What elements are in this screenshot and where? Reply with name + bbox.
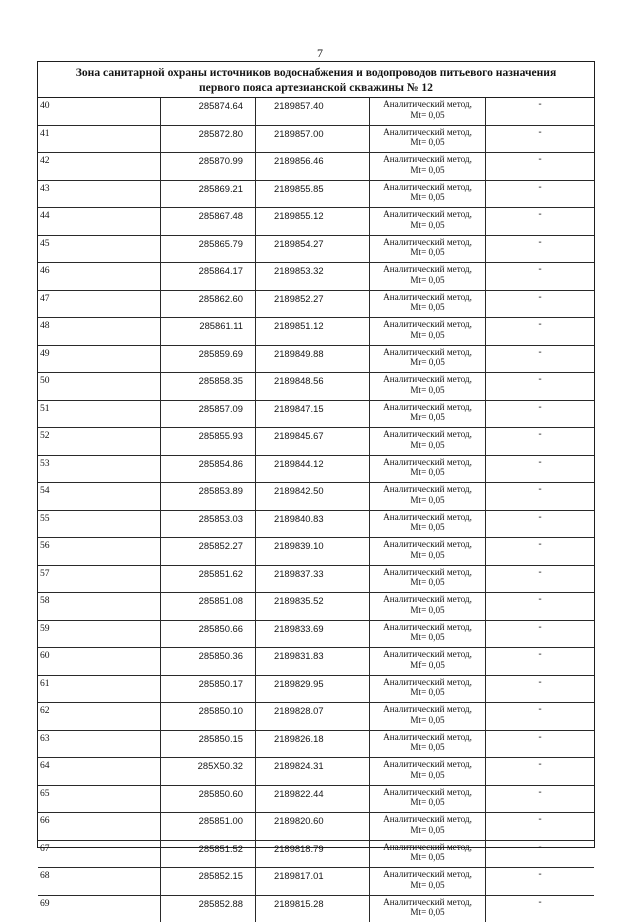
method-label: Аналитический метод,	[383, 319, 472, 329]
y-coordinate-cell: 2189837.33	[256, 565, 370, 593]
y-coordinate-cell: 2189839.10	[256, 538, 370, 566]
table-row	[38, 538, 594, 566]
x-coordinate-cell: 285851.08	[161, 593, 256, 621]
point-number-cell: 63	[38, 730, 161, 758]
table-row	[38, 98, 594, 125]
y-coordinate-cell: 2189831.83	[256, 648, 370, 676]
method-cell	[370, 538, 486, 566]
x-coordinate-cell: 285858.35	[161, 373, 256, 401]
accuracy-value: Mr= 0,05	[410, 357, 445, 367]
accuracy-value: Mt= 0,05	[410, 797, 445, 807]
accuracy-value: Mt= 0,05	[410, 714, 445, 725]
table-row	[38, 318, 594, 346]
y-coordinate-cell: 2189833.69	[256, 620, 370, 648]
table-row	[38, 565, 594, 593]
x-coordinate-cell: 285850.36	[161, 648, 256, 676]
note-cell: -	[486, 400, 595, 428]
table-row	[38, 428, 594, 456]
note-cell: -	[486, 565, 595, 593]
point-number-cell: 57	[38, 565, 161, 593]
note-cell: -	[486, 758, 595, 786]
method-label: Аналитический метод,	[383, 566, 472, 577]
method-label: Аналитический метод,	[383, 539, 472, 549]
x-coordinate-cell: 285852.88	[161, 895, 256, 922]
method-cell	[370, 648, 486, 676]
method-cell	[370, 840, 486, 868]
table-row	[38, 758, 594, 786]
point-number-cell: 60	[38, 648, 161, 676]
method-label: Аналитический метод,	[383, 264, 472, 274]
x-coordinate-cell: 285850.10	[161, 703, 256, 731]
method-cell	[370, 318, 486, 346]
accuracy-value: Mt= 0,05	[410, 384, 445, 395]
y-coordinate-cell: 2189824.31	[256, 758, 370, 786]
note-cell: -	[486, 703, 595, 731]
note-cell: -	[486, 153, 595, 181]
note-cell: -	[486, 263, 595, 291]
table-row	[38, 648, 594, 676]
table-row	[38, 125, 594, 153]
y-coordinate-cell: 2189849.88	[256, 345, 370, 373]
note-cell: -	[486, 428, 595, 456]
method-label: Аналитический метод,	[383, 676, 472, 687]
y-coordinate-cell: 2189854.27	[256, 235, 370, 263]
method-cell	[370, 428, 486, 456]
x-coordinate-cell: 285851.52	[161, 840, 256, 868]
accuracy-value: Mt= 0,05	[410, 329, 445, 340]
accuracy-value: Mt= 0,05	[410, 137, 445, 147]
accuracy-value: Mt= 0,05	[410, 522, 445, 532]
y-coordinate-cell: 2189851.12	[256, 318, 370, 346]
point-number-cell: 45	[38, 235, 161, 263]
method-cell	[370, 235, 486, 263]
table-row	[38, 620, 594, 648]
accuracy-value: Mt= 0,05	[410, 219, 445, 230]
note-cell: -	[486, 180, 595, 208]
point-number-cell: 69	[38, 895, 161, 922]
method-cell	[370, 180, 486, 208]
y-coordinate-cell: 2189853.32	[256, 263, 370, 291]
y-coordinate-cell: 2189856.46	[256, 153, 370, 181]
method-cell	[370, 290, 486, 318]
x-coordinate-cell: 285852.27	[161, 538, 256, 566]
accuracy-value: Mt= 0,05	[410, 742, 445, 752]
x-coordinate-cell: 285850.66	[161, 620, 256, 648]
method-cell	[370, 345, 486, 373]
note-cell: -	[486, 125, 595, 153]
note-cell: -	[486, 98, 595, 125]
accuracy-value: Mt= 0,05	[410, 192, 445, 202]
accuracy-value: Mt= 0,05	[410, 494, 445, 505]
table-row	[38, 373, 594, 401]
method-cell	[370, 153, 486, 181]
coordinates-table	[38, 98, 594, 922]
point-number-cell: 50	[38, 373, 161, 401]
note-cell: -	[486, 840, 595, 868]
y-coordinate-cell: 2189826.18	[256, 730, 370, 758]
y-coordinate-cell: 2189847.15	[256, 400, 370, 428]
x-coordinate-cell: 285862.60	[161, 290, 256, 318]
method-cell	[370, 565, 486, 593]
y-coordinate-cell: 2189829.95	[256, 675, 370, 703]
method-label: Аналитический метод,	[383, 99, 472, 109]
note-cell: -	[486, 868, 595, 896]
x-coordinate-cell: 285861.11	[161, 318, 256, 346]
point-number-cell: 62	[38, 703, 161, 731]
method-label: Аналитический метод,	[383, 484, 472, 494]
method-label: Аналитический метод,	[383, 181, 472, 192]
y-coordinate-cell: 2189857.40	[256, 98, 370, 125]
accuracy-value: Mf= 0,05	[410, 659, 445, 670]
accuracy-value: Mt= 0,05	[410, 467, 445, 477]
accuracy-value: Mt= 0,05	[410, 769, 445, 780]
note-cell: -	[486, 208, 595, 236]
method-label: Аналитический метод,	[383, 401, 472, 412]
note-cell: -	[486, 593, 595, 621]
x-coordinate-cell: 285X50.32	[161, 758, 256, 786]
x-coordinate-cell: 285851.62	[161, 565, 256, 593]
point-number-cell: 59	[38, 620, 161, 648]
table-row	[38, 675, 594, 703]
accuracy-value: Mt= 0,05	[410, 164, 445, 175]
method-label: Аналитический метод,	[383, 291, 472, 302]
y-coordinate-cell: 2189828.07	[256, 703, 370, 731]
note-cell: -	[486, 235, 595, 263]
note-cell: -	[486, 730, 595, 758]
table-row	[38, 868, 594, 896]
note-cell: -	[486, 455, 595, 483]
y-coordinate-cell: 2189852.27	[256, 290, 370, 318]
y-coordinate-cell: 2189835.52	[256, 593, 370, 621]
note-cell: -	[486, 510, 595, 538]
x-coordinate-cell: 285850.17	[161, 675, 256, 703]
accuracy-value: Mt= 0,05	[410, 687, 445, 697]
point-number-cell: 56	[38, 538, 161, 566]
table-row	[38, 400, 594, 428]
x-coordinate-cell: 285851.00	[161, 813, 256, 841]
point-number-cell: 41	[38, 125, 161, 153]
point-number-cell: 68	[38, 868, 161, 896]
method-cell	[370, 373, 486, 401]
y-coordinate-cell: 2189820.60	[256, 813, 370, 841]
accuracy-value: Mt= 0,05	[410, 852, 445, 862]
method-cell	[370, 785, 486, 813]
table-row	[38, 345, 594, 373]
method-cell	[370, 620, 486, 648]
method-cell	[370, 758, 486, 786]
document-title-line-2: первого пояса артезианской скважины № 12	[199, 81, 433, 94]
y-coordinate-cell: 2189844.12	[256, 455, 370, 483]
method-label: Аналитический метод,	[383, 154, 472, 164]
table-row	[38, 290, 594, 318]
table-row	[38, 153, 594, 181]
note-cell: -	[486, 675, 595, 703]
x-coordinate-cell: 285855.93	[161, 428, 256, 456]
x-coordinate-cell: 285852.15	[161, 868, 256, 896]
method-label: Аналитический метод,	[383, 814, 472, 824]
y-coordinate-cell: 2189818.79	[256, 840, 370, 868]
method-cell	[370, 868, 486, 896]
note-cell: -	[486, 648, 595, 676]
x-coordinate-cell: 285850.15	[161, 730, 256, 758]
y-coordinate-cell: 2189855.85	[256, 180, 370, 208]
method-label: Аналитический метод,	[383, 209, 472, 219]
method-cell	[370, 730, 486, 758]
y-coordinate-cell: 2189855.12	[256, 208, 370, 236]
x-coordinate-cell: 285872.80	[161, 125, 256, 153]
y-coordinate-cell: 2189842.50	[256, 483, 370, 511]
x-coordinate-cell: 285853.03	[161, 510, 256, 538]
note-cell: -	[486, 620, 595, 648]
method-label: Аналитический метод,	[383, 896, 472, 907]
method-label: Аналитический метод,	[383, 126, 472, 137]
accuracy-value: Mt= 0,05	[410, 879, 445, 890]
point-number-cell: 51	[38, 400, 161, 428]
x-coordinate-cell: 285853.89	[161, 483, 256, 511]
coordinates-table-body	[38, 98, 594, 922]
table-row	[38, 483, 594, 511]
method-cell	[370, 510, 486, 538]
point-number-cell: 58	[38, 593, 161, 621]
method-cell	[370, 98, 486, 125]
method-cell	[370, 703, 486, 731]
accuracy-value: Mt= 0,05	[410, 907, 445, 917]
note-cell: -	[486, 785, 595, 813]
table-row	[38, 813, 594, 841]
method-label: Аналитический метод,	[383, 869, 472, 879]
method-cell	[370, 125, 486, 153]
y-coordinate-cell: 2189840.83	[256, 510, 370, 538]
method-cell	[370, 483, 486, 511]
x-coordinate-cell: 285854.86	[161, 455, 256, 483]
method-cell	[370, 813, 486, 841]
y-coordinate-cell: 2189822.44	[256, 785, 370, 813]
y-coordinate-cell: 2189845.67	[256, 428, 370, 456]
table-row	[38, 208, 594, 236]
x-coordinate-cell: 285865.79	[161, 235, 256, 263]
x-coordinate-cell: 285870.99	[161, 153, 256, 181]
table-row	[38, 840, 594, 868]
accuracy-value: Mt= 0,05	[410, 274, 445, 285]
method-label: Аналитический метод,	[383, 511, 472, 522]
method-label: Аналитический метод,	[383, 594, 472, 604]
method-label: Аналитический метод,	[383, 346, 472, 357]
y-coordinate-cell: 2189817.01	[256, 868, 370, 896]
point-number-cell: 64	[38, 758, 161, 786]
point-number-cell: 61	[38, 675, 161, 703]
method-label: Аналитический метод,	[383, 731, 472, 742]
method-label: Аналитический метод,	[383, 759, 472, 769]
method-label: Аналитический метод,	[383, 236, 472, 247]
method-label: Аналитический метод,	[383, 456, 472, 467]
x-coordinate-cell: 285859.69	[161, 345, 256, 373]
x-coordinate-cell: 285864.17	[161, 263, 256, 291]
accuracy-value: Mr= 0,05	[410, 412, 445, 422]
table-row	[38, 895, 594, 922]
method-cell	[370, 208, 486, 236]
accuracy-value: Mt= 0,05	[410, 604, 445, 615]
note-cell: -	[486, 483, 595, 511]
table-row	[38, 703, 594, 731]
note-cell: -	[538, 896, 542, 908]
note-cell: -	[486, 345, 595, 373]
x-coordinate-cell: 285869.21	[161, 180, 256, 208]
method-label: Аналитический метод,	[383, 621, 472, 632]
method-cell	[370, 263, 486, 291]
accuracy-value: Mt= 0,05	[410, 439, 445, 450]
accuracy-value: Mt= 0,05	[410, 549, 445, 560]
method-cell	[370, 675, 486, 703]
point-number-cell: 40	[38, 98, 161, 125]
accuracy-value: Mt= 0,05	[410, 247, 445, 257]
point-number-cell: 55	[38, 510, 161, 538]
x-coordinate-cell: 285874.64	[161, 98, 256, 125]
document-title-line-1: Зона санитарной охраны источников водоснабжения и водопроводов питьевого назначения	[75, 66, 557, 79]
table-row	[38, 730, 594, 758]
method-cell	[370, 895, 486, 922]
accuracy-value: Mt= 0,05	[410, 302, 445, 312]
method-label: Аналитический метод,	[383, 786, 472, 797]
note-cell: -	[486, 538, 595, 566]
method-label: Аналитический метод,	[383, 704, 472, 714]
point-number-cell: 53	[38, 455, 161, 483]
table-row	[38, 455, 594, 483]
accuracy-value: Mt= 0,05	[410, 632, 445, 642]
page-number: 7	[317, 46, 323, 60]
note-cell: -	[486, 373, 595, 401]
table-row	[38, 593, 594, 621]
y-coordinate-cell: 2189857.00	[256, 125, 370, 153]
method-cell	[370, 455, 486, 483]
y-coordinate-cell: 2189848.56	[256, 373, 370, 401]
table-row	[38, 235, 594, 263]
accuracy-value: Mt= 0,05	[410, 109, 445, 120]
method-label: Аналитический метод,	[383, 841, 472, 852]
table-row	[38, 263, 594, 291]
method-cell	[370, 400, 486, 428]
point-number-cell: 43	[38, 180, 161, 208]
point-number-cell: 49	[38, 345, 161, 373]
accuracy-value: Mt= 0,05	[410, 577, 445, 587]
coordinates-table-frame	[37, 61, 595, 917]
point-number-cell: 44	[38, 208, 161, 236]
table-row	[38, 510, 594, 538]
point-number-cell: 67	[38, 840, 161, 868]
x-coordinate-cell: 285857.09	[161, 400, 256, 428]
document-title	[38, 62, 594, 98]
point-number-cell: 54	[38, 483, 161, 511]
x-coordinate-cell: 285867.48	[161, 208, 256, 236]
method-cell	[370, 593, 486, 621]
point-number-cell: 47	[38, 290, 161, 318]
x-coordinate-cell: 285850.60	[161, 785, 256, 813]
accuracy-value: Mt= 0,05	[410, 824, 445, 835]
method-label: Аналитический метод,	[383, 374, 472, 384]
point-number-cell: 65	[38, 785, 161, 813]
point-number-cell: 48	[38, 318, 161, 346]
table-row	[38, 785, 594, 813]
point-number-cell: 46	[38, 263, 161, 291]
y-coordinate-cell: 2189815.28	[256, 895, 370, 922]
method-label: Аналитический метод,	[383, 649, 472, 659]
note-cell: -	[486, 318, 595, 346]
point-number-cell: 42	[38, 153, 161, 181]
point-number-cell: 66	[38, 813, 161, 841]
point-number-cell: 52	[38, 428, 161, 456]
table-row	[38, 180, 594, 208]
note-cell: -	[486, 290, 595, 318]
note-cell: -	[486, 813, 595, 841]
method-label: Аналитический метод,	[383, 429, 472, 439]
